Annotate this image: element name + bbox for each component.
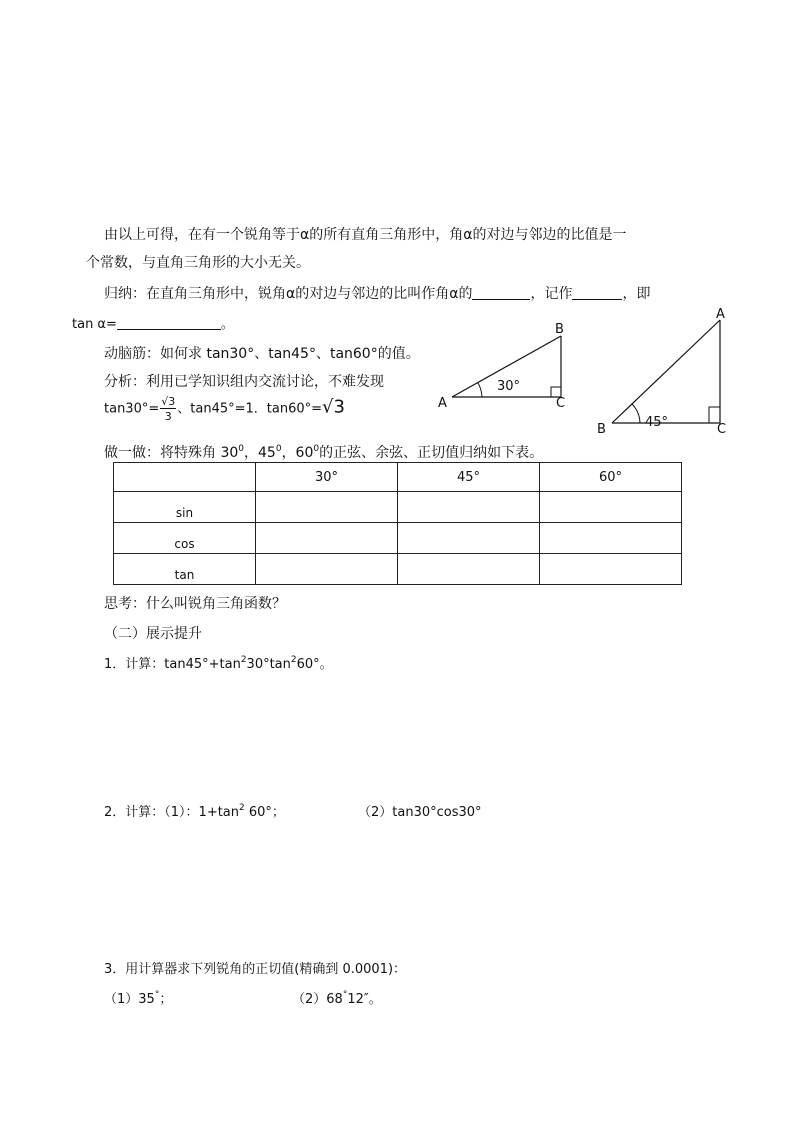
q2-mid: 60°； xyxy=(244,805,285,820)
tan-period: 。 xyxy=(220,317,234,332)
table-cell xyxy=(398,492,540,523)
table-header-60: 60° xyxy=(540,463,682,492)
triangle1-angle-label: 30° xyxy=(497,379,521,394)
q2-prefix: 2．计算：（1）：1+tan xyxy=(104,805,240,820)
tan-prefix: tan α= xyxy=(72,317,117,332)
doit-deg-30: 0 xyxy=(238,444,244,454)
table-cell xyxy=(540,492,682,523)
table-cell xyxy=(540,554,682,585)
answer-blank-notation xyxy=(572,285,622,300)
q3-part1-end: ； xyxy=(159,992,173,1007)
q3-part2-degree-mark: ° xyxy=(342,990,348,1000)
table-cell xyxy=(540,523,682,554)
intro-line-1: 由以上可得，在有一个锐角等于α的所有直角三角形中，角α的对边与邻边的比值是一 xyxy=(104,227,627,243)
table-header-45: 45° xyxy=(398,463,540,492)
triangle2-label-a: A xyxy=(716,307,725,322)
doit-deg-60: 0 xyxy=(313,444,320,454)
table-header-row xyxy=(114,463,682,492)
tan-definition-line xyxy=(72,313,234,332)
question-3: 3．用计算器求下列锐角的正切值(精确到 0.0001)： xyxy=(104,962,407,977)
table-row-cos xyxy=(114,523,682,554)
analysis-text: 分析：利用已学知识组内交流讨论，不难发现 xyxy=(104,374,384,390)
triangle1-label-a: A xyxy=(438,396,447,411)
q3-part2-a: （2）68 xyxy=(292,992,343,1007)
row-label-tan: tan xyxy=(114,554,256,585)
table-row-tan xyxy=(114,554,682,585)
q2-exponent: 2 xyxy=(239,803,245,813)
triangle2-label-b: B xyxy=(597,422,606,437)
answer-blank-name xyxy=(472,285,530,300)
table-cell xyxy=(256,523,398,554)
triangle2-angle-label: 45° xyxy=(645,415,669,430)
think-question: 思考：什么叫锐角三角函数？ xyxy=(104,596,286,612)
fraction-denominator: 3 xyxy=(164,410,172,423)
induction-text-a: 归纳：在直角三角形中，锐角α的对边与邻边的比叫作角α的 xyxy=(104,286,473,302)
sqrt3-value: √3 xyxy=(322,396,345,418)
triangle2-hypotenuse xyxy=(612,320,720,423)
intro-line-2: 个常数，与直角三角形的大小无关。 xyxy=(86,255,310,271)
question-2-part-2: （2）tan30°cos30° xyxy=(358,805,482,820)
q3-degree-mark: ° xyxy=(154,990,160,1000)
doit-suffix: 的正弦、余弦、正切值归纳如下表。 xyxy=(319,445,544,461)
table-cell xyxy=(256,554,398,585)
table-row-sin xyxy=(114,492,682,523)
question-2 xyxy=(104,801,285,820)
q3-part2-b: 12 xyxy=(347,992,364,1007)
q1-mid: 30°tan xyxy=(246,657,291,672)
brain-teaser: 动脑筋：如何求 tan30°、tan45°、tan60°的值。 xyxy=(104,346,420,362)
triangle2-right-angle-mark xyxy=(709,407,720,423)
doit-prefix: 做一做：将特殊角 30 xyxy=(104,445,239,461)
doit-line xyxy=(104,442,543,462)
table-cell xyxy=(256,492,398,523)
question-3-part-2 xyxy=(292,988,382,1007)
induction-text-b: ，记作 xyxy=(530,286,573,302)
q3-part1-text: （1）35 xyxy=(104,992,155,1007)
fraction-numerator: √3 xyxy=(161,395,176,408)
induction-line xyxy=(104,283,650,303)
triangle-45-figure xyxy=(588,300,738,438)
tan45-tan60-text: 、tan45°=1．tan60°= xyxy=(177,401,323,417)
row-label-cos: cos xyxy=(114,523,256,554)
q1-exponent-1: 2 xyxy=(240,655,247,665)
doit-deg-45: 0 xyxy=(275,444,282,454)
q3-part2-c: ″。 xyxy=(363,992,382,1007)
table-header-corner xyxy=(114,463,256,492)
q1-prefix: 1．计算：tan45°+tan xyxy=(104,657,241,672)
doit-sep-60: ，60 xyxy=(281,445,314,461)
table-cell xyxy=(398,523,540,554)
trig-values-table xyxy=(113,462,682,585)
triangle2-label-c: C xyxy=(717,422,727,437)
triangle2-angle-arc xyxy=(632,404,640,423)
tan-values-formula xyxy=(104,396,345,422)
answer-blank-formula xyxy=(117,315,221,330)
q1-exponent-2: 2 xyxy=(290,655,297,665)
tan30-label: tan30°= xyxy=(104,401,160,417)
triangle1-angle-arc xyxy=(478,383,482,397)
table-cell xyxy=(398,554,540,585)
induction-text-c: ，即 xyxy=(622,286,651,302)
q1-suffix: 60°。 xyxy=(296,657,333,672)
row-label-sin: sin xyxy=(114,492,256,523)
sqrt3-over-3-fraction xyxy=(160,396,176,422)
question-1 xyxy=(104,653,333,672)
question-3-part-1 xyxy=(104,988,172,1007)
triangle1-label-b: B xyxy=(555,322,564,337)
triangle-30-figure xyxy=(430,318,590,414)
doit-sep-45: ，45 xyxy=(244,445,276,461)
triangle1-label-c: C xyxy=(556,396,566,411)
section-heading: （二）展示提升 xyxy=(104,626,202,642)
table-header-30: 30° xyxy=(256,463,398,492)
